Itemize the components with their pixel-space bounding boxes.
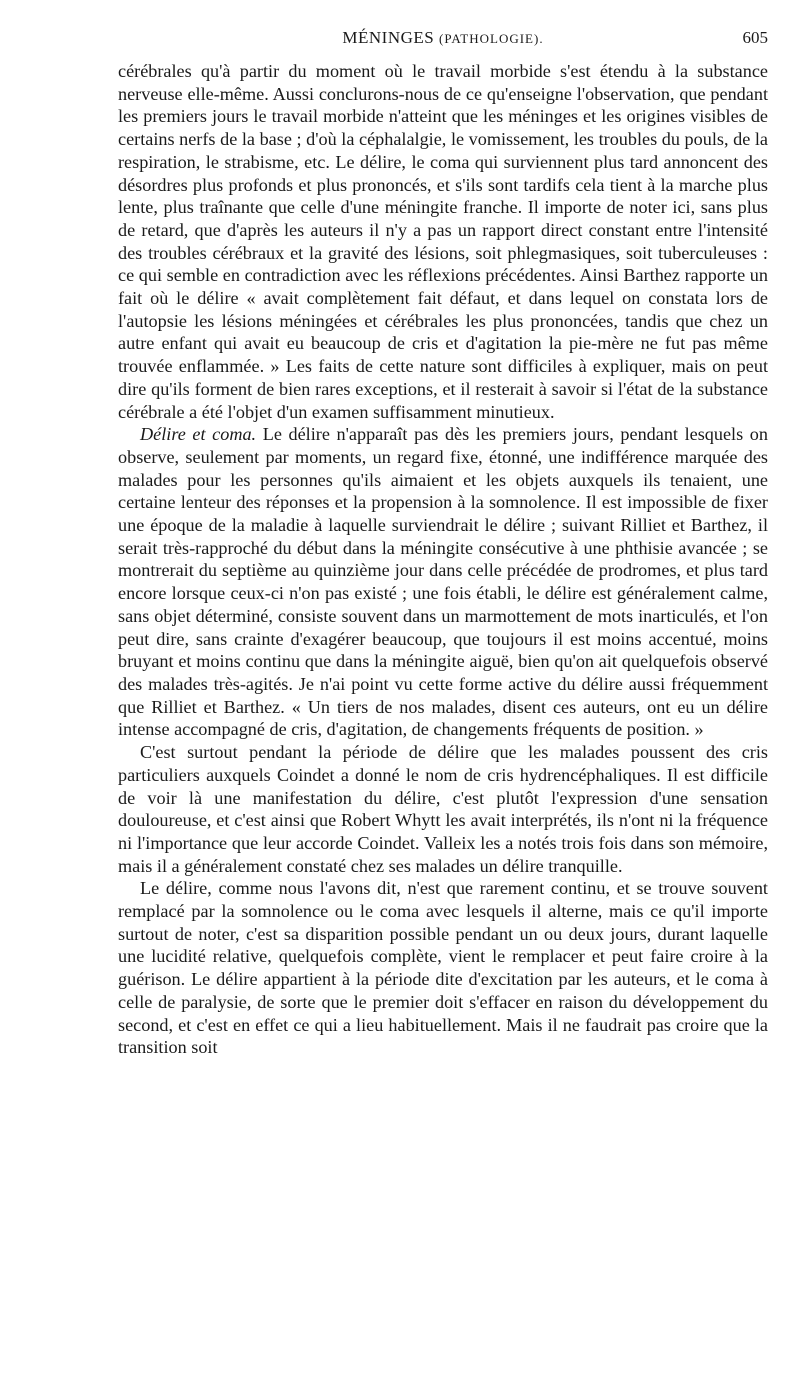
paragraph-continuation: [118, 60, 768, 423]
page-header: [118, 28, 768, 52]
running-title-main: MÉNINGES: [342, 28, 435, 47]
page-number: 605: [742, 28, 768, 47]
paragraph-text: cérébrales qu'à partir du moment où le travail morbide s'est étendu à la substance nerveuse elle-même. Aussi conclurons-nous de ce qu'enseigne l'observation, que pendant les premiers jours le travail morbide n'atteint que les méninges et les origines visibles de certains nerfs de la base ; d'où la céphalalgie, le vomissement, les troubles du pouls, de la respiration, le strabisme, etc. Le délire, le coma qui surviennent plus tard annoncent des désordres plus profonds et plus prononcés, et s'ils sont tardifs cela tient à la marche plus lente, plus traînante que celle d'une méningite franche. Il importe de noter ici, sans plus de retard, que d'après les auteurs il n'y a pas un rapport direct constant entre l'intensité des troubles cérébraux et la gravité des lésions, soit phlegmasiques, soit tuberculeuses : ce qui semble en contradiction avec les réflexions précédentes. Ainsi Barthez rapporte un fait où le délire « avait complètement fait défaut, et dans lequel on constata lors de l'autopsie les lésions méningées et cérébrales les plus prononcées, tandis que chez un autre enfant qui avait eu beaucoup de cris et d'agitation la pie-mère ne fut pas même trouvée enflammée. » Les faits de cette nature sont difficiles à expliquer, mais on peut dire qu'ils forment de bien rares exceptions, et il resterait à savoir si l'état de la substance cérébrale a été l'objet d'un examen suffisamment minutieux.: [118, 61, 768, 422]
paragraph-cris: [118, 741, 768, 877]
paragraph-text: C'est surtout pendant la période de délire que les malades poussent des cris particuliers auxquels Coindet a donné le nom de cris hydrencéphaliques. Il est difficile de voir là une manifestation du délire, c'est plutôt l'expression d'une sensation douloureuse, et c'est ainsi que Robert Whytt les avait interprétés, ils n'ont ni la fréquence ni l'importance que leur accorde Coindet. Valleix les a notés trois fois dans son mémoire, mais il a généralement constaté chez ses malades un délire tranquille.: [118, 742, 768, 876]
paragraph-text: Le délire, comme nous l'avons dit, n'est que rarement continu, et se trouve souvent remplacé par la somnolence ou le coma avec lesquels il alterne, mais ce qu'il importe surtout de noter, c'est sa disparition possible pendant un ou deux jours, durant laquelle une lucidité relative, quelquefois complète, vient le remplacer et peut faire croire à la guérison. Le délire appartient à la période dite d'excitation par les auteurs, et le coma à celle de paralysie, de sorte que le premier doit s'effacer en raison du développement du second, et c'est en effet ce qui a lieu habituellement. Mais il ne faudrait pas croire que la transition soit: [118, 878, 768, 1058]
paragraph-text: Le délire n'apparaît pas dès les premiers jours, pendant lesquels on observe, seulement par moments, un regard fixe, étonné, une indifférence marquée des malades pour les personnes qu'ils aimaient et les objets auxquels ils tenaient, une certaine lenteur des réponses et la propension à la somnolence. Il est impossible de fixer une époque de la maladie à laquelle surviendrait le délire ; suivant Rilliet et Barthez, il serait très-rapproché du début dans la méningite consécutive à une phthisie avancée ; se montrerait du septième au quinzième jour dans celle précédée de prodromes, et plus tard encore lorsque ceux-ci n'on pas existé ; une fois établi, le délire est généralement calme, sans objet déterminé, consiste souvent dans un marmottement de mots inarticulés, et l'on peut dire, sans crainte d'exagérer beaucoup, que toujours il est moins accentué, moins bruyant et moins continu que dans la méningite aiguë, bien qu'on ait quelquefois observé des malades très-agités. Je n'ai point vu cette forme active du délire aussi fréquemment que Rilliet et Barthez. « Un tiers de nos malades, disent ces auteurs, ont eu un délire intense accompagné de cris, d'agitation, de changements fréquents de position. »: [118, 424, 768, 740]
section-runin-heading: Délire et coma.: [140, 424, 257, 445]
paragraph-alternance: [118, 877, 768, 1059]
body-text: [118, 60, 768, 1059]
paragraph-delire-et-coma: [118, 423, 768, 741]
running-title: [118, 28, 768, 48]
running-title-subtitle: (PATHOLOGIE).: [438, 31, 544, 46]
